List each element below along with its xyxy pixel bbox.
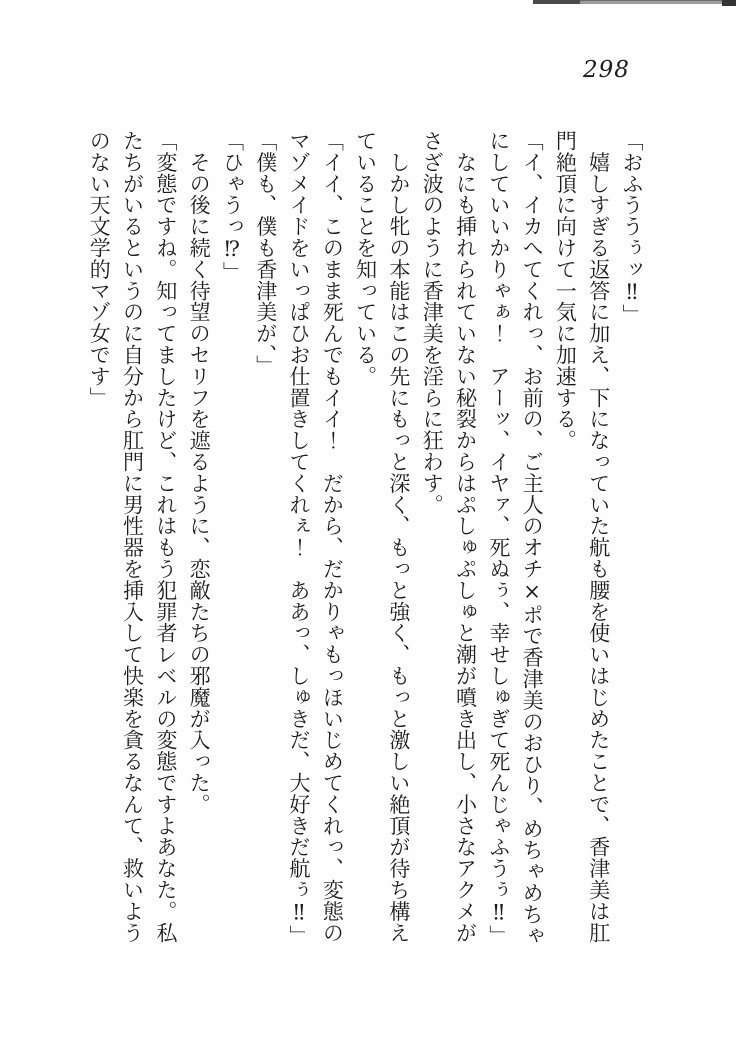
text-line: 「ひゃうっ⁉」	[220, 130, 245, 283]
text-line: なにも挿れられていない秘裂からはぷしゅぷしゅと潮が噴き出し、小さなアクメが	[453, 130, 478, 944]
text-line: 嬉しすぎる返答に加え、下になっていた航も腰を使いはじめたことで、香津美は肛	[586, 130, 611, 944]
text-line: たちがいるというのに自分から肛門に男性器を挿入して快楽を貪るなんて、救いよう	[120, 130, 145, 944]
text-line: さざ波のように香津美を淫らに狂わす。	[420, 130, 445, 516]
text-line: 「僕も、僕も香津美が、」	[253, 130, 278, 377]
text-line: 「イイ、このまま死んでもイイ！ だから、だかりゃもっほいじめてくれっ、変態の	[320, 130, 345, 944]
scan-edge-artifact-dark	[533, 0, 580, 4]
text-line: のない天文学的マゾ女です」	[87, 130, 112, 409]
text-line: しかし牝の本能はこの先にもっと深く、もっと強く、もっと激しい絶頂が待ち構え	[386, 130, 411, 944]
text-line: にしていいかりゃぁ！ アーッ、イヤァ、死ぬぅ、幸せしゅぎて死んじゃふうぅ‼」	[486, 130, 511, 947]
page-number: 298	[583, 57, 630, 83]
text-line: 「変態ですね。知ってましたけど、これはもう犯罪者レベルの変態ですよあなた。私	[153, 130, 178, 944]
scan-edge-artifact-gray	[580, 0, 722, 4]
text-line: 門絶頂に向けて一気に加速する。	[553, 130, 578, 451]
text-line: 「イ、イカへてくれっ、お前の、ご主人のオチ×ポで香津美のおひり、めちゃめちゃ	[520, 130, 545, 947]
scan-edge-artifact-corner	[722, 0, 736, 6]
text-line: その後に続く待望のセリフを遮るように、恋敵たちの邪魔が入った。	[187, 130, 212, 815]
text-line: 「おふううぅッ‼」	[620, 130, 644, 326]
vertical-text-block	[82, 130, 648, 946]
text-line: マゾメイドをいっぱひお仕置きしてくれぇ！ ああっ、しゅきだ、大好きだ航ぅ‼」	[287, 130, 312, 947]
text-line: ていることを知っている。	[353, 130, 378, 387]
